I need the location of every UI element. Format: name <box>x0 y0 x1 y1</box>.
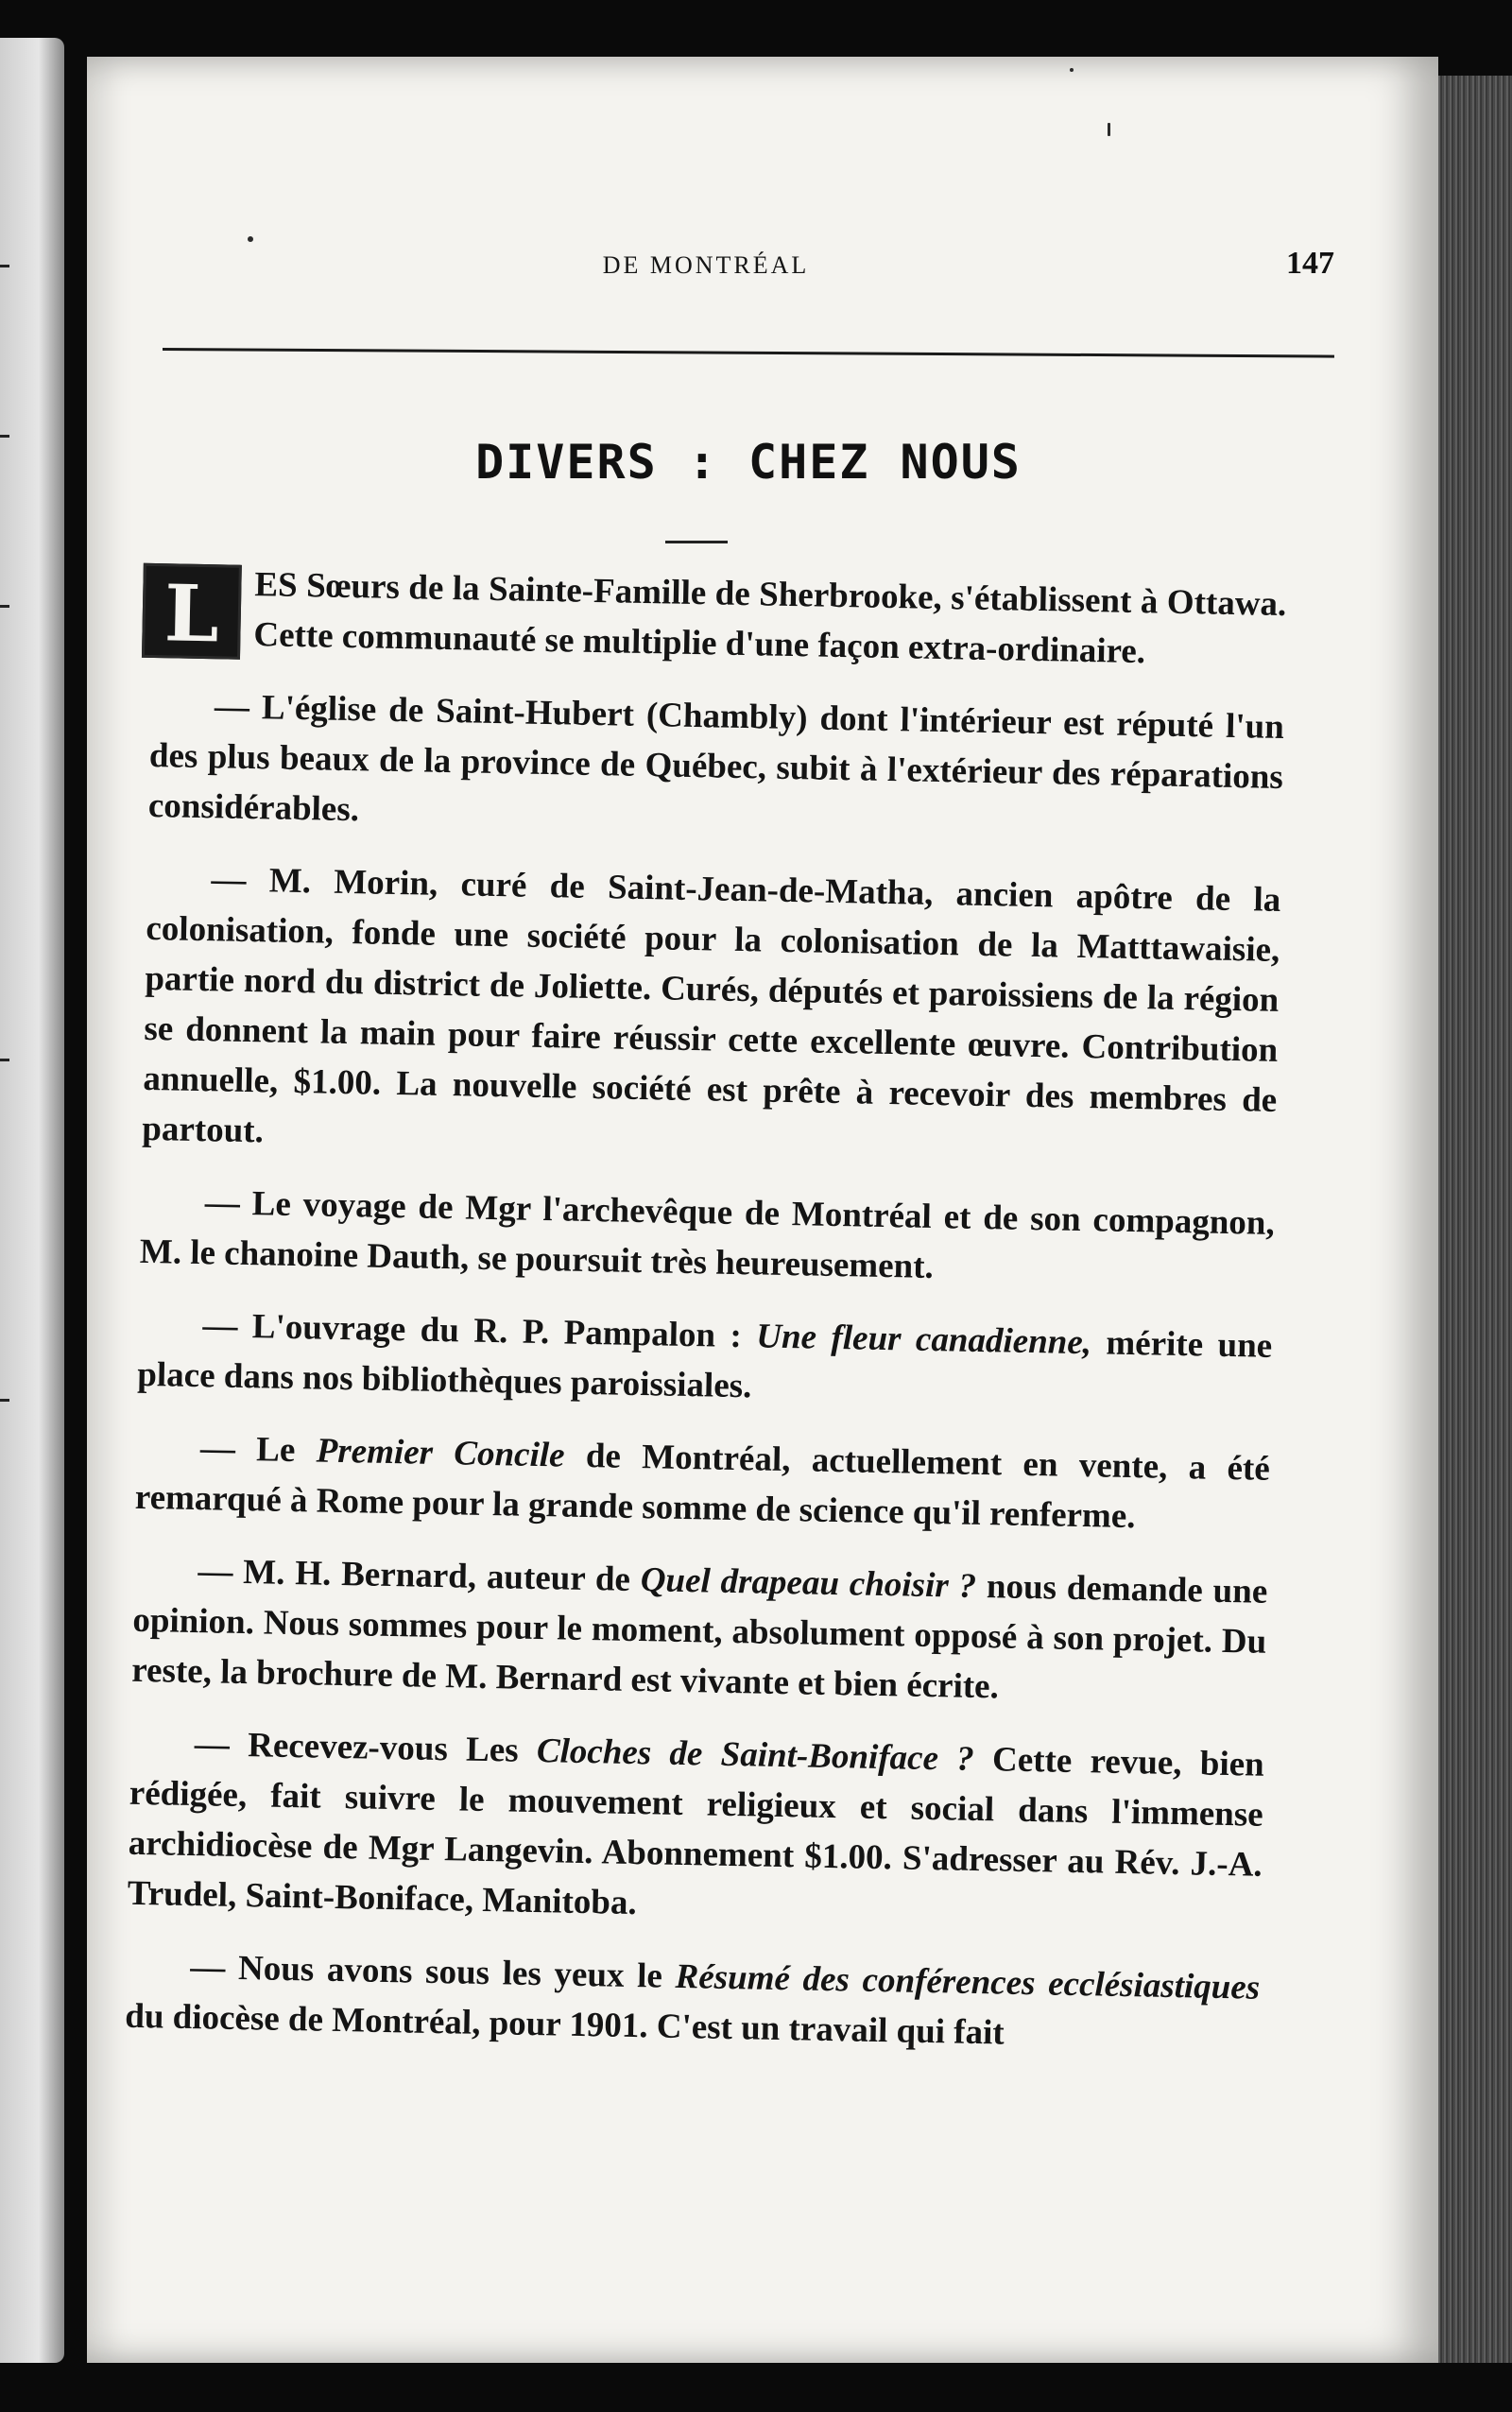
book-page <box>87 57 1438 2363</box>
book-title: Quel drapeau choisir ? <box>640 1560 977 1606</box>
ink-speck <box>1070 68 1074 72</box>
book-title: Résumé des conférences ecclésiastiques <box>675 1956 1261 2007</box>
margin-mark <box>0 1059 9 1061</box>
book-title: Premier Concile <box>316 1431 565 1475</box>
margin-mark <box>0 605 9 608</box>
running-header <box>163 246 1334 293</box>
paragraph-3: — M. Morin, curé de Saint-Jean-de-Matha, ancien apôtre de la colonisation, fonde une société pour la colonisation de la Matttawaisie, partie nord du district de Joliette. Curés, députés et paroissiens de la région se donnent la main pour faire réussir cette excellente œuvre. Contribution annuelle, $1.00. La nouvelle société est prête à recevoir des membres de partout. <box>142 860 1281 1151</box>
ink-speck <box>1108 123 1110 136</box>
paragraph-7-text-end: nous demande une opinion. Nous sommes pour le moment, absolument opposé à son projet. Du reste, la brochure de M. Bernard est vivante et bien écrite. <box>131 1567 1268 1707</box>
running-title: DE MONTRÉAL <box>602 251 810 279</box>
title-rule <box>665 541 728 543</box>
book-title: Une fleur canadienne, <box>755 1317 1092 1363</box>
paragraph-7 <box>131 1545 1268 1717</box>
page-number: 147 <box>1286 246 1334 281</box>
paragraph-4: — Le voyage de Mgr l'archevêque de Montréal et de son compagnon, M. le chanoine Dauth, se poursuit très heureusement. <box>139 1183 1276 1286</box>
paragraph-1-first-line: ES Sœurs de la Sainte-Famille de Sherbrooke, s'établissent à <box>254 565 1159 622</box>
margin-mark <box>0 435 9 438</box>
paragraph-7-text: — M. H. Bernard, auteur de <box>198 1552 631 1599</box>
paragraph-9-text: — Nous avons sous les yeux le <box>189 1948 663 1996</box>
periodical-title: Cloches de Saint-Boniface ? <box>536 1731 975 1779</box>
paragraph-6-text-end: de Montréal, actuellement en vente, a été remarqué à Rome pour la grande somme de science qu'il renferme. <box>134 1436 1271 1537</box>
section-title: DIVERS : CHEZ NOUS <box>475 435 1022 490</box>
paragraph-6 <box>134 1422 1270 1544</box>
article-body <box>124 558 1286 2086</box>
book-page-edges <box>1432 76 1512 2363</box>
margin-mark <box>0 1399 9 1402</box>
paragraph-5-text-end: mérite une place dans nos bibliothèques paroissiales. <box>137 1323 1273 1406</box>
paragraph-8 <box>127 1718 1264 1940</box>
paragraph-6-text: — Le <box>199 1429 296 1471</box>
ink-speck <box>248 236 253 242</box>
paragraph-1-rest: Ottawa. Cette communauté se multiplie d'une façon extra-ordinaire. <box>253 582 1287 672</box>
paragraph-5 <box>137 1300 1273 1421</box>
paragraph-9-text-end: du diocèse de Montréal, pour 1901. C'est un travail qui fait <box>124 1996 1005 2053</box>
margin-mark <box>0 265 9 267</box>
drop-cap-initial: L <box>142 563 242 660</box>
paragraph-8-text: — Recevez-vous Les <box>194 1725 520 1770</box>
paragraph-2: — L'église de Saint-Hubert (Chambly) dont l'intérieur est réputé l'un des plus beaux de la province de Québec, subit à l'extérieur des réparations considérables. <box>147 687 1285 830</box>
paragraph-8-text-end: Cette revue, bien rédigée, fait suivre le mouvement religieux et social dans l'immense archidiocèse de Mgr Langevin. Abonnement $1.00. S'adresser au Rév. J.-A. Trudel, Saint-Boniface, Manitoba. <box>127 1740 1265 1923</box>
paragraph-5-text: — L'ouvrage du R. P. Pampalon : <box>202 1306 743 1356</box>
facing-page-edge <box>0 38 64 2363</box>
header-rule <box>163 348 1334 358</box>
paragraph-1 <box>151 558 1287 680</box>
paragraph-9 <box>125 1941 1261 2063</box>
